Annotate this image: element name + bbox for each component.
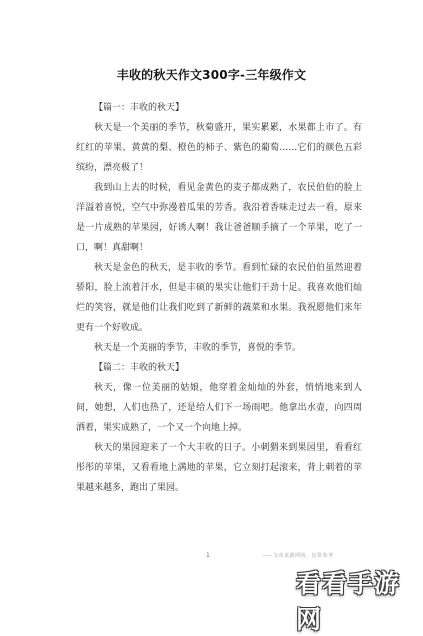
document-title: 丰收的秋天作文300字-三年级作文	[116, 68, 307, 82]
section-heading-2: 【篇二：丰收的秋天】	[94, 363, 185, 373]
paragraph: 秋天是金色的秋天，是丰收的季节。看到忙碌的农民伯伯虽然迎着骄阳，脸上流着汗水，但是丰硕的果实让他们干劲十足。我喜欢他们灿烂的笑容，就是他们让我们吃到了新鲜的蔬菜和水果。我祝愿他们来年更有一个好收成。	[76, 263, 362, 333]
paragraph: 我到山上去的时候，看见金黄色的麦子都成熟了，农民伯伯的脸上洋溢着喜悦，空气中弥漫着瓜果的芳香。我沿着香味走过去一看，原来是一片成熟的苹果园，好诱人啊！我让爸爸顺手摘了一个苹果，吃了一口，啊！真甜啊！	[76, 183, 362, 253]
page-number: 1	[206, 552, 210, 559]
section-heading-1: 【篇一：丰收的秋天】	[94, 103, 185, 113]
paragraph: 秋天的果园迎来了一个大丰收的日子。小刺猬来到果园里，看看红彤彤的苹果，又看看地上满地的苹果，它立刻打起滚来，背上刺着的苹果越来越多，跑出了果园。	[76, 443, 362, 493]
paragraph: 秋天是一个美丽的季节，丰收的季节，喜悦的季节。	[94, 343, 302, 353]
document-body	[76, 98, 362, 498]
paragraph: 秋天，像一位美丽的姑娘，他穿着金灿灿的外套，悄悄地来到人间，她想，人们也热了，还是给人们下一场雨吧。他拿出水壶，向四周洒着，果实成熟了，一个又一个向地上掉。	[76, 383, 362, 433]
paragraph: 秋天是一个美丽的季节，秋菊盛开，果实累累，水果都上市了。有红红的苹果、黄黄的梨、橙色的柿子、紫色的葡萄……它们的颜色五彩缤纷，漂亮极了！	[76, 123, 362, 173]
source-note: ——文章来源网络，仅供参考	[262, 553, 334, 559]
site-watermark-logo: 看看手游网	[296, 569, 401, 634]
